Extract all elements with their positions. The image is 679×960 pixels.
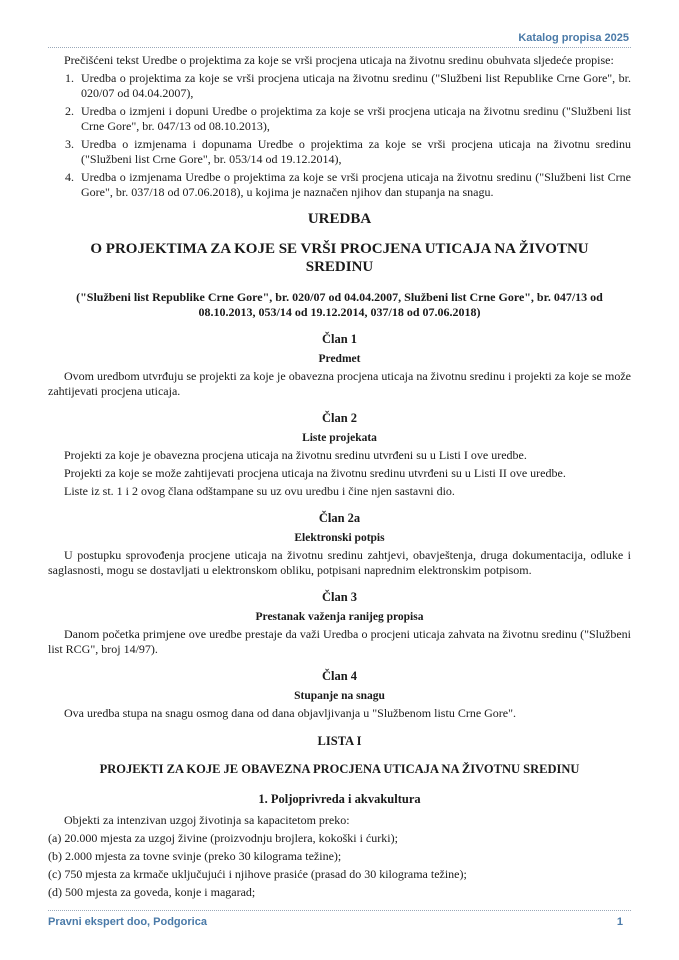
- list-item: 2. Uredba o izmjeni i dopuni Uredbe o projektima za koje se vrši procjena uticaja na životnu sredinu ("Službeni list Crne Gore", br. 047/13 od 08.10.2013),: [65, 104, 631, 133]
- article-paragraph: Projekti za koje se može zahtijevati procjena uticaja na životnu sredinu utvrđeni su u Listi II ove uredbe.: [64, 466, 566, 480]
- footer-publisher: Pravni ekspert doo, Podgorica: [48, 916, 207, 928]
- article-2: [48, 410, 631, 499]
- project-items: [48, 813, 631, 900]
- article-paragraph: U postupku sprovođenja procjene uticaja na životnu sredinu zahtjevi, obavještenja, druga dokumentacija, odluke i saglasnosti, mogu se dostavljati u elektronskom obliku, potpisani naprednim elektronskim potpisom.: [48, 548, 631, 577]
- article-paragraph: Liste iz st. 1 i 2 ovog člana odštampane su uz ovu uredbu i čine njen sastavni dio.: [64, 484, 455, 498]
- list-item: 1. Uredba o projektima za koje se vrši procjena uticaja na životnu sredinu ("Službeni list Republike Crne Gore", br. 020/07 od 04.04.2007),: [65, 71, 631, 100]
- gazette-reference: ("Službeni list Republike Crne Gore", br. 020/07 od 04.04.2007, Službeni list Crne Gore", br. 047/13 od 08.10.2013, 053/14 od 19.12.2014, 037/18 od 07.06.2018): [76, 290, 603, 319]
- list-item: 4. Uredba o izmjenama Uredbe o projektima za koje se vrši procjena uticaja na životnu sredinu ("Službeni list Crne Gore", br. 037/18 od 07.06.2018), u kojima je naznačen njihov dan stupanja na snagu.: [65, 170, 631, 199]
- list-item: (d) 500 mjesta za goveda, konje i magarad;: [48, 885, 256, 899]
- list-title: PROJEKTI ZA KOJE JE OBAVEZNA PROCJENA UTICAJA NA ŽIVOTNU SREDINU: [99, 762, 580, 776]
- article-paragraph: Danom početka primjene ove uredbe prestaje da važi Uredba o procjeni uticaja zahvata na životnu sredinu ("Službeni list RCG", broj 14/97).: [48, 627, 631, 656]
- article-1: [48, 331, 631, 399]
- article-title: Liste projekata: [302, 432, 377, 444]
- document-subtitle: O PROJEKTIMA ZA KOJE SE VRŠI PROCJENA UTICAJA NA ŽIVOTNU SREDINU: [90, 241, 589, 275]
- document-title: UREDBA: [307, 211, 372, 227]
- list-item: (a) 20.000 mjesta za uzgoj živine (proizvodnju brojlera, kokoški i ćurki);: [48, 831, 398, 845]
- article-label: Član 2: [321, 411, 358, 425]
- header-title: Katalog propisa 2025: [518, 32, 629, 44]
- article-2a: [48, 510, 631, 578]
- article-title: Elektronski potpis: [294, 532, 385, 544]
- article-title: Predmet: [318, 353, 361, 365]
- section-heading: 1. Poljoprivreda i akvakultura: [258, 792, 421, 806]
- list-item: (c) 750 mjesta za krmače uključujući i njihove prasiće (prasad do 30 kilograma težine);: [48, 867, 467, 881]
- items-intro: Objekti za intenzivan uzgoj životinja sa kapacitetom preko:: [64, 813, 350, 827]
- list-item: (b) 2.000 mjesta za tovne svinje (preko 30 kilograma težine);: [48, 849, 342, 863]
- article-paragraph: Projekti za koje je obavezna procjena uticaja na životnu sredinu utvrđeni su u Listi I ove uredbe.: [64, 448, 527, 462]
- document-body: [48, 53, 631, 903]
- article-label: Član 4: [321, 669, 358, 683]
- list-label: LISTA I: [317, 734, 362, 748]
- page-header: [48, 30, 631, 48]
- article-title: Stupanje na snagu: [294, 690, 385, 702]
- article-3: [48, 589, 631, 657]
- page-footer: [48, 910, 631, 934]
- history-list: [48, 71, 631, 200]
- article-label: Član 3: [321, 590, 358, 604]
- list-item: 3. Uredba o izmjenama i dopunama Uredbe o projektima za koje se vrši procjena uticaja na životnu sredinu ("Službeni list Crne Gore", br. 053/14 od 19.12.2014),: [65, 137, 631, 166]
- article-paragraph: Ova uredba stupa na snagu osmog dana od dana objavljivanja u "Službenom listu Crne Gore".: [64, 706, 517, 720]
- article-label: Član 1: [321, 332, 358, 346]
- article-title: Prestanak važenja ranijeg propisa: [255, 611, 424, 623]
- page-number: 1: [616, 916, 623, 928]
- article-label: Član 2a: [318, 511, 361, 525]
- intro-paragraph: Prečišćeni tekst Uredbe o projektima za koje se vrši procjena uticaja na životnu sredinu obuhvata sljedeće propise:: [64, 53, 614, 67]
- article-4: [48, 668, 631, 721]
- article-paragraph: Ovom uredbom utvrđuju se projekti za koje je obavezna procjena uticaja na životnu sredinu i projekti za koje se može zahtijevati procjena uticaja.: [48, 369, 631, 398]
